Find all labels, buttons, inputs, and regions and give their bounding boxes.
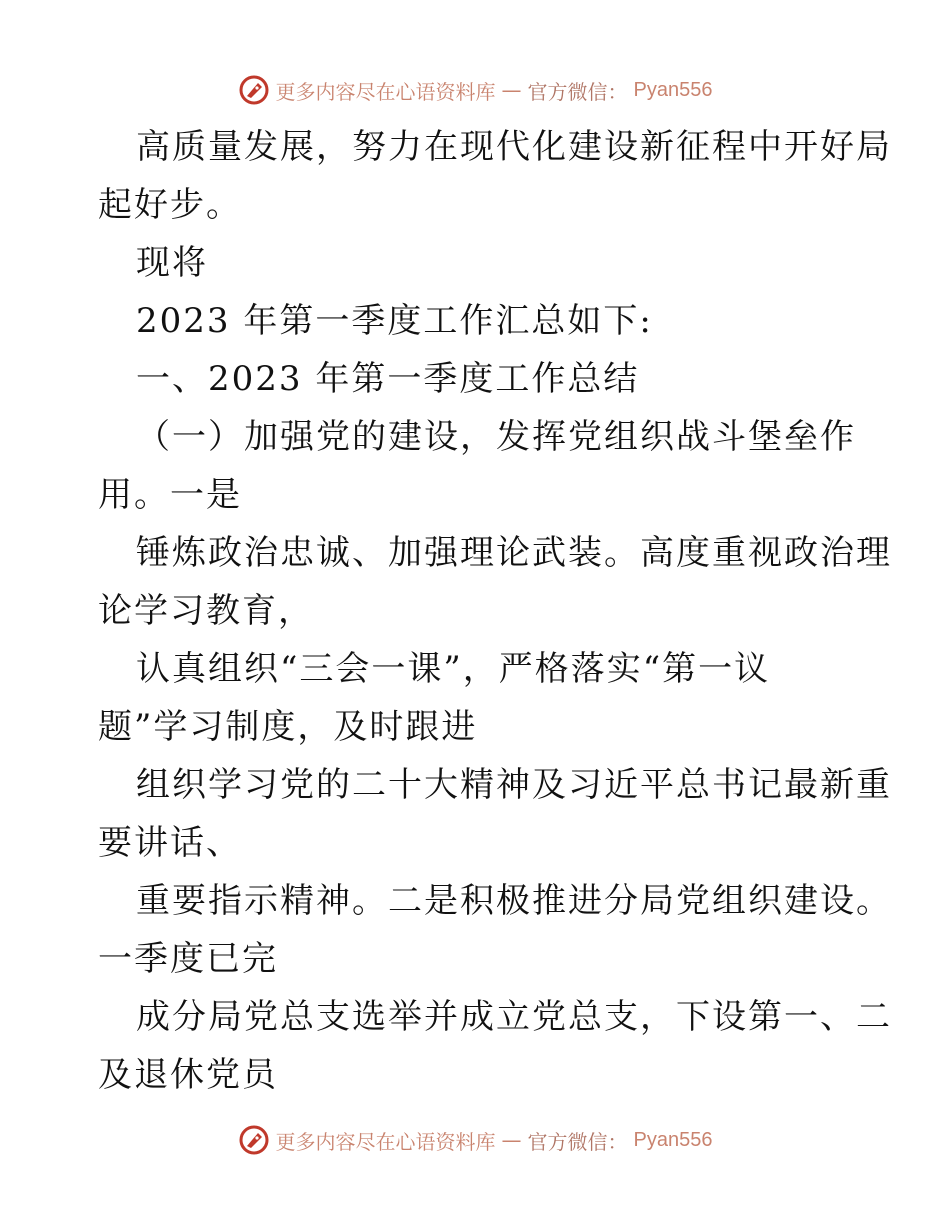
text-line: 题”学习制度，及时跟进 <box>98 707 478 747</box>
watermark-wechat-id: Pyan556 <box>633 1128 713 1151</box>
footer-watermark <box>0 1120 950 1160</box>
text-line: 用。一是 <box>98 475 242 515</box>
text-line: 一、2023 年第一季度工作总结 <box>136 359 640 399</box>
text-line: 锤炼政治忠诚、加强理论武装。高度重视政治理 <box>136 533 892 573</box>
text-line: 一季度已完 <box>98 939 278 979</box>
header-watermark <box>0 70 950 110</box>
text-line: 高质量发展，努力在现代化建设新征程中开好局 <box>136 127 892 167</box>
text-line: 要讲话、 <box>98 823 242 863</box>
text-line: 认真组织“三会一课”，严格落实“第一议 <box>136 649 771 689</box>
watermark-official-label: 官方微信： <box>527 79 628 104</box>
text-line: 成分局党总支选举并成立党总支，下设第一、二 <box>136 997 892 1037</box>
text-line: 及退休党员 <box>98 1055 278 1095</box>
text-line: 现将 <box>136 243 208 283</box>
text-line: 起好步。 <box>98 185 242 225</box>
pen-nib-logo-icon <box>238 74 270 106</box>
watermark-dash: — <box>501 1128 522 1152</box>
watermark-official-label: 官方微信： <box>527 1129 628 1154</box>
text-line: 论学习教育， <box>98 591 314 631</box>
document-body <box>98 118 892 1104</box>
watermark-brand: 更多内容尽在心语资料库 <box>275 1129 496 1154</box>
watermark-wechat-id: Pyan556 <box>633 78 713 101</box>
text-line: 2023 年第一季度工作汇总如下: <box>136 301 653 341</box>
text-line: （一）加强党的建设，发挥党组织战斗堡垒作 <box>136 417 856 457</box>
text-line: 组织学习党的二十大精神及习近平总书记最新重 <box>136 765 892 805</box>
text-line: 重要指示精神。二是积极推进分局党组织建设。 <box>136 881 892 921</box>
watermark-dash: — <box>501 78 522 102</box>
watermark-brand: 更多内容尽在心语资料库 <box>275 79 496 104</box>
pen-nib-logo-icon <box>238 1124 270 1156</box>
